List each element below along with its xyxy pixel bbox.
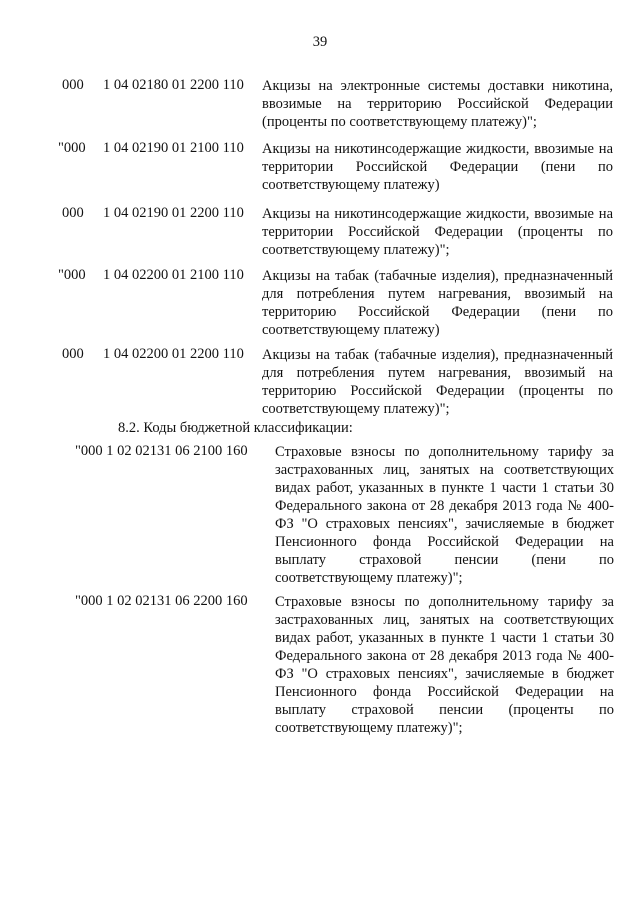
kbk-description: Акцизы на табак (табачные изделия), предназначенный для потребления путем нагревания, ввозимый на территорию Российской Федерации (проценты по соответствующему платежу)"; <box>262 347 613 417</box>
kbk-description: Акцизы на никотинсодержащие жидкости, ввозимые на территории Российской Федерации (проценты по соответствующему платежу)"; <box>262 206 613 258</box>
kbk-description: Страховые взносы по дополнительному тарифу за застрахованных лиц, занятых на соответствующих видах работ, указанных в пункте 1 части 1 статьи 30 Федерального закона от 28 декабря 2013 года № 400-ФЗ "О страховых пенсиях", зачисляемые в бюджет Пенсионного фонда Российской Федерации на выплату страховой пенсии (пени по соответствующему платежу)"; <box>275 444 614 586</box>
page-number: 39 <box>312 34 328 50</box>
admin-code: "000 <box>58 140 86 156</box>
kbk-description: Акцизы на табак (табачные изделия), предназначенный для потребления путем нагревания, ввозимый на территорию Российской Федерации (пени по соответствующему платежу) <box>262 268 613 338</box>
kbk-code: 1 04 02190 01 2200 110 <box>103 205 244 221</box>
kbk-code: 1 04 02180 01 2200 110 <box>103 77 244 93</box>
kbk-code: "000 1 02 02131 06 2200 160 <box>75 593 248 609</box>
kbk-code: "000 1 02 02131 06 2100 160 <box>75 443 248 459</box>
kbk-description: Акцизы на электронные системы доставки никотина, ввозимые на территорию Российской Федерации (проценты по соответствующему платежу)"; <box>262 78 613 130</box>
admin-code: "000 <box>58 267 86 283</box>
admin-code: 000 <box>62 205 84 221</box>
kbk-code: 1 04 02190 01 2100 110 <box>103 140 244 156</box>
admin-code: 000 <box>62 77 84 93</box>
kbk-code: 1 04 02200 01 2200 110 <box>103 346 244 362</box>
kbk-description: Акцизы на никотинсодержащие жидкости, ввозимые на территории Российской Федерации (пени по соответствующему платежу) <box>262 141 613 193</box>
kbk-description: Страховые взносы по дополнительному тарифу за застрахованных лиц, занятых на соответствующих видах работ, указанных в пункте 1 части 1 статьи 30 Федерального закона от 28 декабря 2013 года № 400-ФЗ "О страховых пенсиях", зачисляемые в бюджет Пенсионного фонда Российской Федерации на выплату страховой пенсии (проценты по соответствующему платежу)"; <box>275 594 614 736</box>
kbk-code: 1 04 02200 01 2100 110 <box>103 267 244 283</box>
section-heading: 8.2. Коды бюджетной классификации: <box>118 420 353 436</box>
admin-code: 000 <box>62 346 84 362</box>
